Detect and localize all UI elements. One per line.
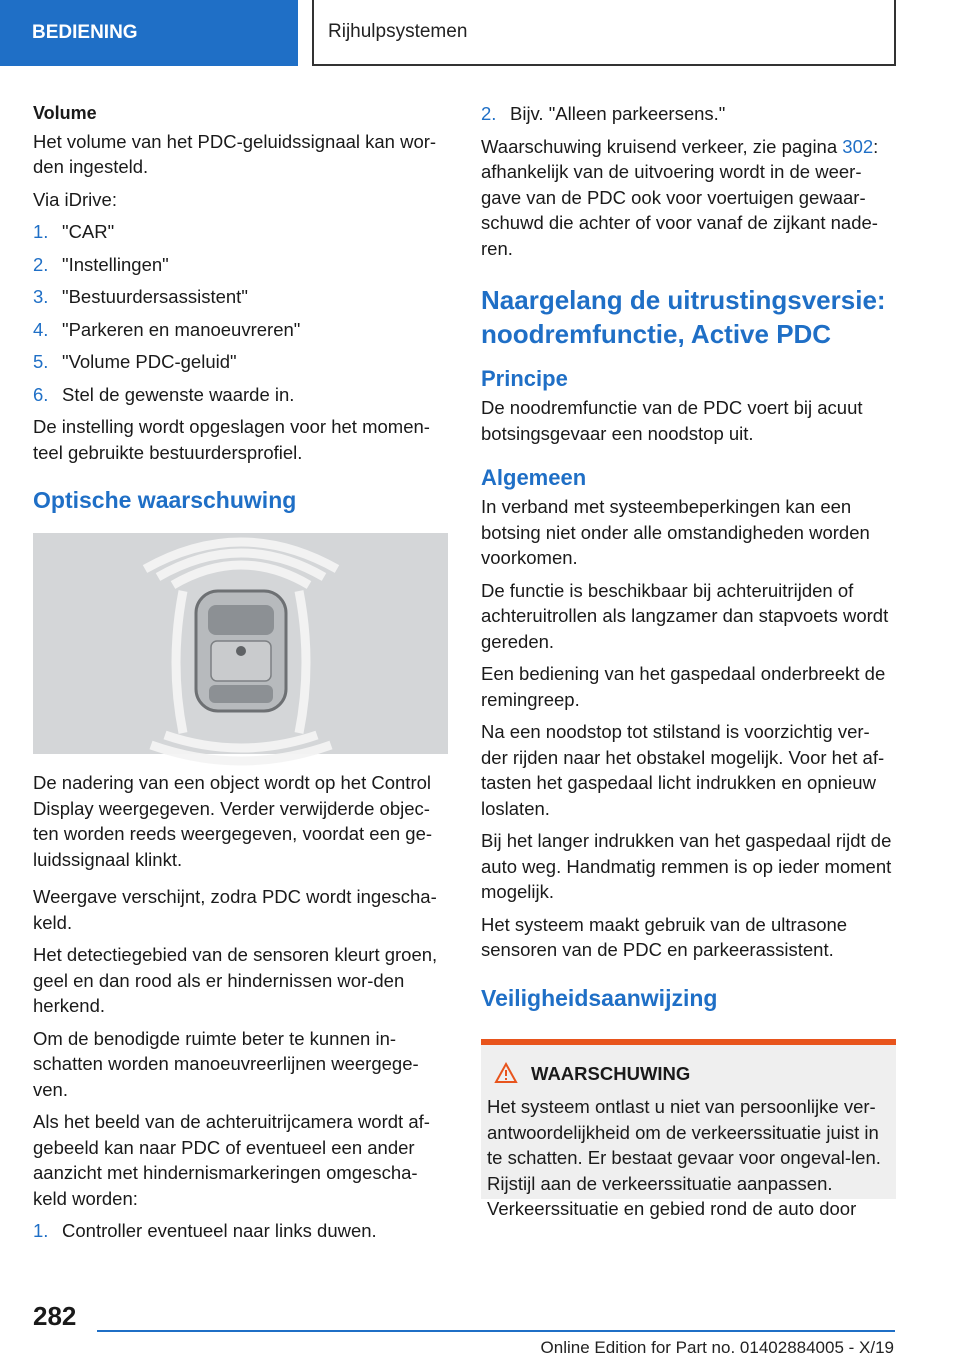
car-top-view (196, 591, 286, 711)
paragraph: Een bediening van het gaspedaal onderbreekt de remingreep. (481, 663, 886, 710)
paragraph: Weergave verschijnt, zodra PDC wordt ingescha-keld. (33, 886, 437, 933)
list-item: 4. "Parkeren en manoeuvreren" (33, 318, 301, 340)
list-item: 5. "Volume PDC-geluid" (33, 351, 237, 372)
principe-heading: Principe (481, 366, 568, 391)
paragraph: Na een noodstop tot stilstand is voorzichtig ver-der rijden naar het obstakel mogelijk. Voor het af-tasten het gaspedaal licht indrukken en opnieuw loslaten. (481, 721, 885, 819)
controller-steps-list (33, 1218, 448, 1244)
paragraph: Om de benodigde ruimte beter te kunnen in-schatten worden manoeuvreerlijnen weergege-ven. (33, 1027, 419, 1100)
paragraph: In verband met systeembeperkingen kan een botsing niet onder alle omstandigheden worden voorkomen. (481, 496, 870, 568)
footer-divider (97, 1330, 895, 1332)
paragraph: De functie is beschikbaar bij achteruitrijden of achteruitrollen als langzamer dan stapvoets wordt gereden. (481, 579, 889, 652)
paragraph: Het systeem maakt gebruik van de ultrasone sensoren van de PDC en parkeerassistent. (481, 913, 848, 960)
chapter-heading: Naargelang de uitrustingsversie: noodremfunctie, Active PDC (481, 285, 886, 349)
via-idrive-text: Via iDrive: (33, 188, 117, 210)
paragraph: Bij het langer indrukken van het gaspedaal rijdt de auto weg. Handmatig remmen is op ieder moment mogelijk. (481, 830, 892, 902)
volume-paragraph: Het volume van het PDC-geluidssignaal kan wor-den ingesteld. (33, 130, 437, 177)
footer-edition: Online Edition for Part no. 01402884005 - X/19 (540, 1338, 894, 1357)
right-column (481, 101, 896, 1219)
paragraph: De nadering van een object wordt op het Control Display weergegeven. Verder verwijderde objec-ten worden reeds weergegeven, voordat een ge-luidssignaal klinkt. (33, 772, 433, 870)
page-number: 282 (33, 1301, 77, 1331)
paragraph: Het detectiegebied van de sensoren kleurt groen, geel en dan rood als er hindernissen wor-den herkend. (33, 944, 438, 1016)
chapter-tab: BEDIENING (0, 0, 298, 66)
list-item: 3. "Bestuurdersassistent" (33, 286, 248, 307)
warning-header (495, 1061, 890, 1087)
algemeen-heading: Algemeen (481, 465, 587, 490)
list-item: 2. "Instellingen" (33, 253, 169, 275)
optical-warning-heading: Optische waarschuwing (33, 487, 297, 513)
safety-heading: Veiligheidsaanwijzing (481, 984, 718, 1011)
volume-subheading: Volume (33, 103, 97, 123)
page-reference-link[interactable]: 302 (842, 135, 874, 157)
paragraph: Als het beeld van de achteruitrijcamera wordt af-gebeeld kan naar PDC of eventueel een ander aanzicht met hindernismarkeringen omgescha-keld worden: (33, 1111, 430, 1209)
pdc-display-figure (33, 533, 448, 754)
warning-title: WAARSCHUWING (531, 1062, 691, 1084)
stored-paragraph: De instelling wordt opgeslagen voor het momen-teel gebruikte bestuurdersprofiel. (33, 416, 430, 463)
warning-box (481, 1039, 896, 1219)
paragraph: De noodremfunctie van de PDC voert bij acuut botsingsgevaar een noodstop uit. (481, 397, 863, 444)
controller-steps-list-continued (481, 101, 896, 127)
list-item: 1. "CAR" (33, 221, 115, 242)
list-item: 2. Bijv. "Alleen parkeersens." (481, 103, 726, 124)
section-title: Rijhulpsystemen (312, 0, 896, 66)
left-column (33, 101, 448, 1251)
warning-triangle-icon (495, 1063, 517, 1083)
idrive-steps-list (33, 219, 448, 407)
cross-traffic-paragraph: Waarschuwing kruisend verkeer, zie pagina 302: afhankelijk van de uitvoering wordt in de weer-gave van de PDC ook voor voertuigen gewaar-schuwd die achter of voor vanaf de zijkant nade-ren. (481, 135, 879, 259)
list-item: 6. Stel de gewenste waarde in. (33, 383, 295, 405)
warning-text: Het systeem ontlast u niet van persoonlijke ver-antwoordelijkheid om de verkeerssituatie juist in te schatten. Er bestaat gevaar voor ongeval-len. Rijstijl aan de verkeerssituatie aanpassen. Verkeerssituatie en gebied rond de auto door (487, 1096, 881, 1219)
list-item: 1. Controller eventueel naar links duwen. (33, 1220, 377, 1241)
